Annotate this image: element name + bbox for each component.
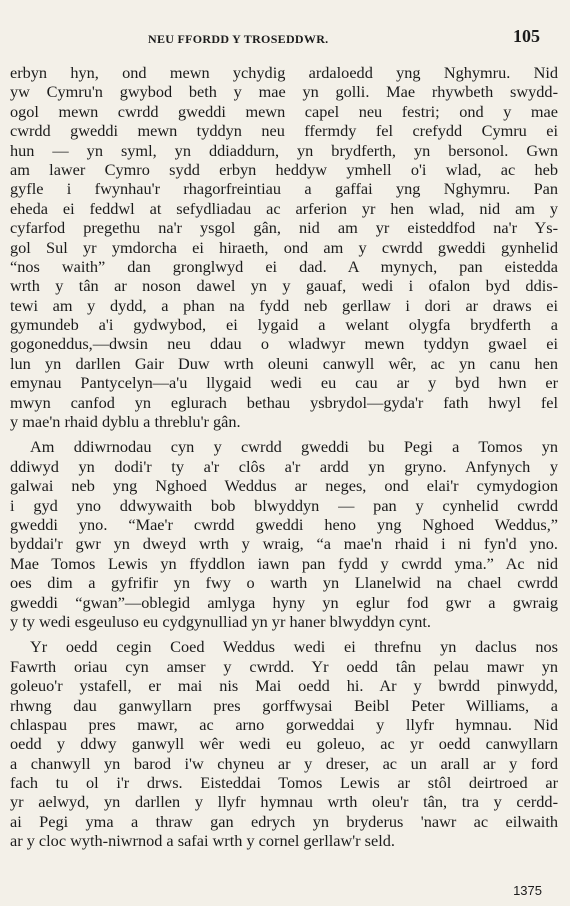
text-line: ar y cloc wyth-niwrnod a safai wrth y cornel gerllaw'r seld.	[10, 831, 395, 851]
text-line: cwrdd gweddi mewn tyddyn neu ffermdy fel crefydd Cymru ei	[10, 121, 558, 141]
text-line: wrth y tân ar noson dawel yn y gauaf, wedi i ofalon byd ddis-	[10, 276, 558, 296]
text-line: lun yn darllen Gair Duw wrth oleuni canwyll wêr, ac yn canu hen	[10, 353, 558, 373]
page-number: 105	[513, 26, 540, 46]
text-line: Am ddiwrnodau cyn y cwrdd gweddi bu Pegi a Tomos yn	[30, 437, 558, 457]
text-line: Fawrth oriau cyn amser y cwrdd. Yr oedd tân pelau mawr yn	[10, 656, 558, 676]
text-line: am lawer Cymro sydd erbyn heddyw ymhell o'i wlad, ac heb	[10, 159, 558, 179]
text-line: cyfarfod pregethu na'r ysgol gân, nid am yr eisteddfod na'r Ys-	[10, 218, 558, 238]
text-line: i gyd yno ddwywaith bob blwyddyn — pan y cynhelid cwrdd	[10, 495, 558, 515]
text-line: gymundeb a'i gydwybod, ei lygaid a welant olygfa brydferth a	[10, 315, 558, 335]
text-line: oes dim a gyfrifir yn fwy o warth yn Llanelwid na chael cwrdd	[10, 573, 558, 593]
text-line: yr aelwyd, yn darllen y llyfr hymnau wrth oleu'r tân, tra y cerdd-	[10, 792, 558, 812]
text-line: Mae Tomos Lewis yn ffyddlon iawn pan fydd y cwrdd yma.” Ac nid	[10, 553, 558, 573]
text-line: fach tu ol i'r drws. Eisteddai Tomos Lewis ar stôl deirtroed ar	[10, 773, 558, 793]
text-line: Yr oedd cegin Coed Weddus wedi ei threfnu yn daclus nos	[30, 637, 558, 657]
text-line: ddiwyd yn dodi'r ty a'r clôs a'r ardd yn gryno. Anfynych y	[10, 456, 558, 476]
text-line: gweddi yno. “Mae'r cwrdd gweddi heno yng Nghoed Weddus,”	[10, 514, 558, 534]
footer-code: 1375	[513, 883, 542, 898]
text-line: rhwng dau ganwyllarn pres gorffwysai Beibl Peter Williams, a	[10, 695, 558, 715]
text-line: hun — yn syml, yn ddiaddurn, yn brydferth, yn bersonol. Gwn	[10, 140, 558, 160]
body-text	[10, 63, 558, 857]
text-line: erbyn hyn, ond mewn ychydig ardaloedd yng Nghymru. Nid	[10, 63, 558, 82]
paragraph	[10, 437, 558, 631]
text-line: ai Pegi yma a thraw gan edrych yn bryderus 'nawr ac eilwaith	[10, 811, 558, 831]
text-line: a chanwyll yn barod i'w chyneu ar y dreser, ac un arall ar y ford	[10, 753, 558, 773]
text-line: gyfle i fwynhau'r rhagorfreintiau a gaffai yng Nghymru. Pan	[10, 179, 558, 199]
text-line: mwyn canfod yn eglurach bethau ysbrydol—gyda'r fath hwyl fel	[10, 392, 558, 412]
text-line: gol Sul yr ymdorcha ei hiraeth, ond am y cwrdd gweddi gynhelid	[10, 237, 558, 257]
text-line: ogol mewn cwrdd gweddi mewn capel neu festri; ond y mae	[10, 101, 558, 121]
text-line: oedd y ddwy ganwyll wêr wedi eu goleuo, ac yr oedd canwyllarn	[10, 734, 558, 754]
text-line: gogoneddus,—dwsin neu ddau o wladwyr mewn tyddyn gwael ei	[10, 334, 558, 354]
text-line: tewi am y dydd, a phan na fydd neb gerllaw i dori ar draws ei	[10, 295, 558, 315]
text-line: chlaspau pres mawr, ac arno gorweddai y llyfr hymnau. Nid	[10, 714, 558, 734]
text-line: byddai'r gwr yn dweyd wrth y wraig, “a mae'n rhaid i ni fyn'd yno.	[10, 534, 558, 554]
text-line: yw Cymru'n gwybod beth y mae yn golli. Mae rhywbeth swydd-	[10, 82, 558, 102]
text-line: y mae'n rhaid dyblu a threblu'r gân.	[10, 412, 241, 432]
text-line: goleuo'r ystafell, er mai nis Mai oedd hi. Ar y bwrdd pinwydd,	[10, 676, 558, 696]
text-line: eheda ei feddwl at sefydliadau ac arferion yr hen wlad, nid am y	[10, 198, 558, 218]
running-title: NEU FFORDD Y TROSEDDWR.	[148, 32, 329, 46]
text-line: emynau Pantycelyn—a'u llygaid wedi eu cau ar y byd hwn er	[10, 373, 558, 393]
paragraph	[10, 637, 558, 850]
text-line: y ty wedi esgeuluso eu cydgynulliad yn yr haner blwyddyn cynt.	[10, 611, 431, 631]
text-line: gweddi “gwan”—oblegid amlyga hyny yn eglur fod gwr a gwraig	[10, 592, 558, 612]
text-line: galwai neb yng Nghoed Weddus ar neges, ond elai'r cymydogion	[10, 476, 558, 496]
text-line: “nos waith” dan gronglwyd ei dad. A mynych, pan eistedda	[10, 256, 558, 276]
paragraph	[10, 63, 558, 431]
page-header	[0, 26, 570, 48]
